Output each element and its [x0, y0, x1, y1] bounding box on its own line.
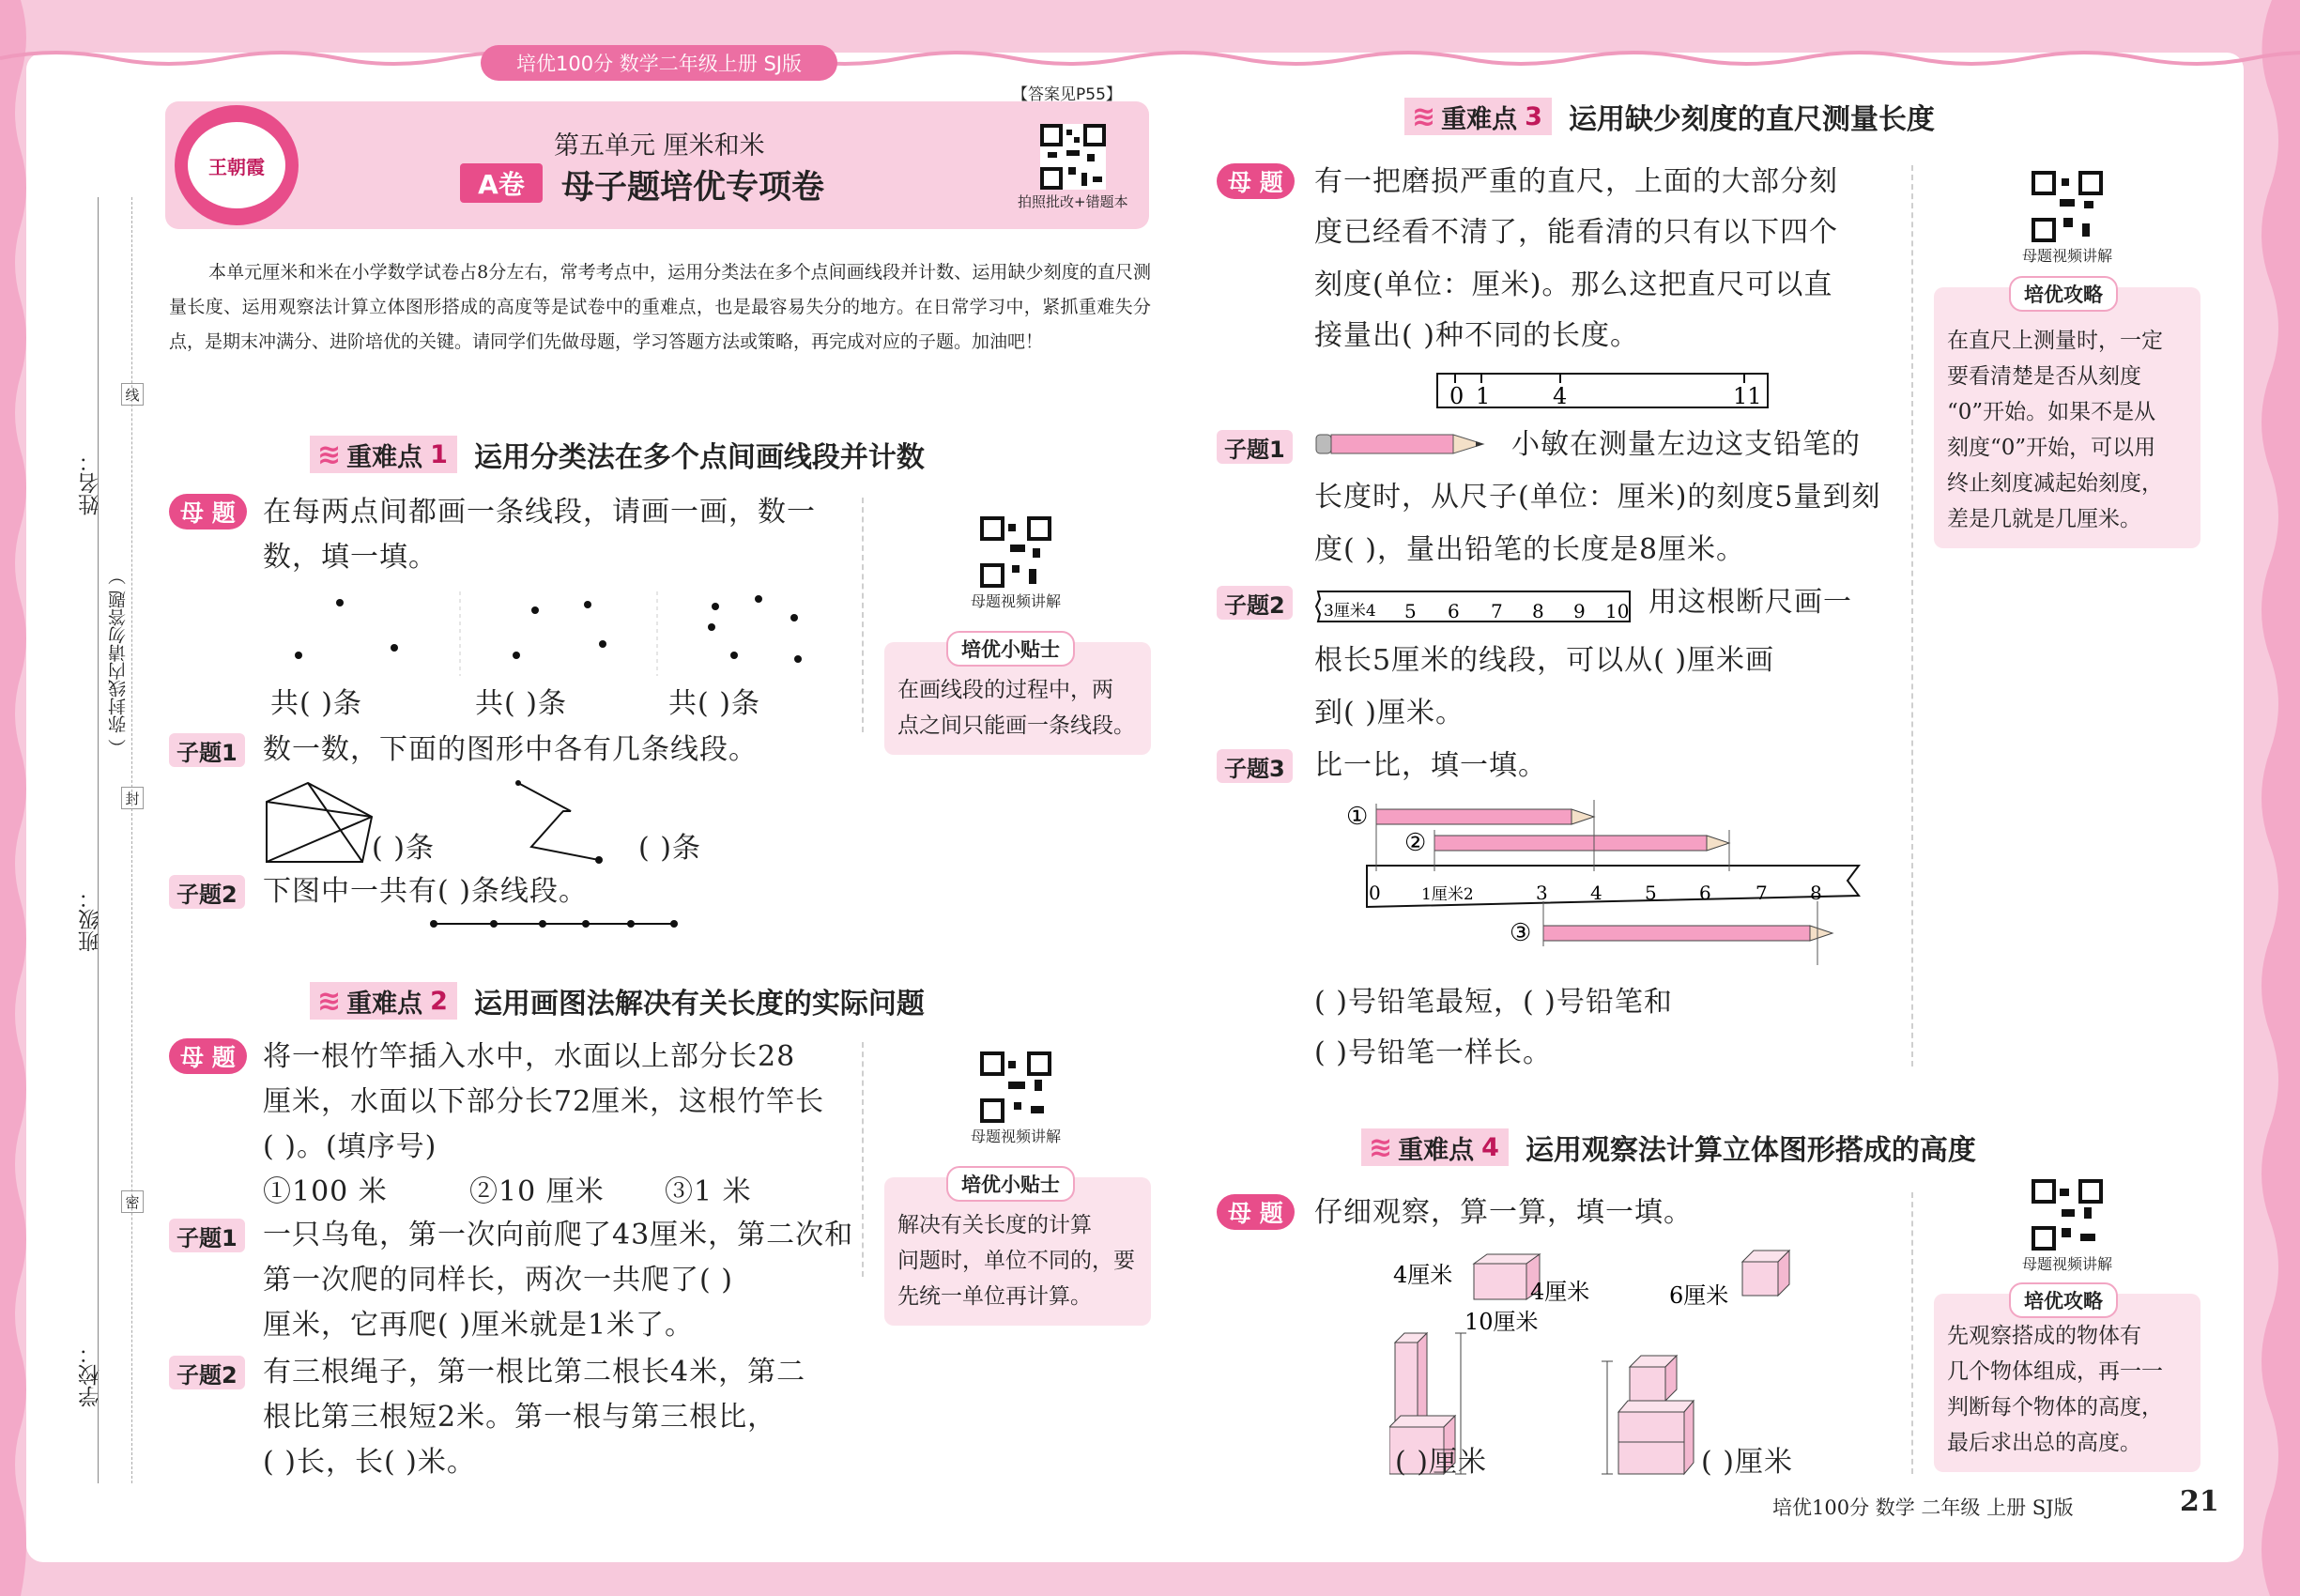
kp3-heading	[1404, 96, 1935, 137]
kp3-qr-code-icon[interactable]	[2032, 171, 2103, 242]
kp2-tip-title: 培优小贴士	[946, 1166, 1075, 1202]
kp3-tip-line4: 刻度“0”开始，可以用	[1947, 436, 2156, 460]
broken-ruler-mark-6: 6	[1448, 600, 1460, 622]
kp1-sub1-blank1[interactable]: ( )条	[372, 832, 435, 865]
kp3-mother-line1: 有一把磨损严重的直尺，上面的大部分刻	[1314, 165, 1838, 198]
kp1-heading	[310, 434, 925, 475]
kp2-tip-line2: 问题时，单位不同的，要	[897, 1249, 1135, 1273]
kp1-tip-line2: 点之间只能画一条线段。	[897, 714, 1135, 738]
kp3-sub2-label: 子题2	[1217, 586, 1293, 620]
broken-ruler-mark-5: 5	[1404, 600, 1417, 622]
kp1-tip-title: 培优小贴士	[946, 631, 1075, 667]
kp4-qr-label: 母题视频讲解	[2022, 1255, 2113, 1273]
pencil-2-label: ②	[1404, 829, 1427, 857]
kp2-sub2-line2: 根比第三根短2米。第一根与第三根比，	[263, 1401, 777, 1434]
top-wave-border	[0, 0, 2300, 75]
kp3-tag: 重难点	[1441, 104, 1518, 134]
ruler3-mark-7: 7	[1756, 882, 1768, 904]
kp2-option-2: ②10 厘米	[469, 1175, 605, 1208]
kp1-qr-label: 母题视频讲解	[971, 592, 1062, 610]
kp4-divider	[1911, 1192, 1913, 1474]
kp1-sub2-label: 子题2	[169, 875, 245, 909]
kp2-title: 运用画图法解决有关长度的实际问题	[473, 988, 925, 1021]
kp2-mother-label: 母 题	[169, 1038, 247, 1074]
kp1-mother-line1: 在每两点间都画一条线段，请画一画，数一	[263, 496, 816, 529]
kp3-tip-line3: “0”开始。如果不是从	[1947, 400, 2156, 424]
kp1-sub1-figures	[263, 779, 657, 873]
kp1-sub1-label: 子题1	[169, 733, 245, 767]
kp3-tip-line2: 要看清楚是否从刻度	[1947, 364, 2141, 389]
kp2-num: 2	[430, 986, 448, 1016]
side-xian-box: 线	[121, 383, 144, 406]
kp2-sub2-line1: 有三根绳子，第一根比第二根长4米，第二	[263, 1356, 806, 1389]
kp3-title: 运用缺少刻度的直尺测量长度	[1568, 103, 1935, 136]
wave-icon: ≋	[317, 437, 342, 471]
kp2-qr-code-icon[interactable]	[980, 1051, 1051, 1123]
kp3-sub2-line1: 用这根断尺画一	[1648, 586, 1852, 619]
side-class-label: 班级：	[79, 887, 103, 952]
kp3-tip-line6: 差是几就是几厘米。	[1947, 507, 2141, 531]
kp1-sub1-text: 数一数，下面的图形中各有几条线段。	[263, 733, 758, 766]
kp4-tip-line1: 先观察搭成的物体有	[1947, 1324, 2141, 1348]
kp3-answer-line2[interactable]: ( )号铅笔一样长。	[1314, 1036, 1552, 1069]
kp2-sub1-label: 子题1	[169, 1219, 245, 1252]
side-mi-box: 密	[121, 1190, 144, 1213]
kp2-sub1-line1: 一只乌龟，第一次向前爬了43厘米，第二次和	[263, 1219, 854, 1251]
kp3-answer-line1[interactable]: ( )号铅笔最短，( )号铅笔和	[1314, 986, 1673, 1019]
kp3-sub3-text: 比一比，填一填。	[1314, 749, 1547, 782]
qr-label: 拍照批改+错题本	[1018, 193, 1128, 210]
kp1-mother-label: 母 题	[169, 494, 247, 529]
kp2-heading	[310, 980, 925, 1021]
kp3-sub1-line1: 小敏在测量左边这支铅笔的	[1511, 428, 1861, 461]
side-name-label: 姓名：	[79, 451, 103, 515]
kp3-divider	[1911, 165, 1913, 1067]
kp3-mother-line2: 度已经看不清了，能看清的只有以下四个	[1314, 216, 1838, 249]
pencil-icon	[1314, 430, 1493, 458]
kp2-tip-line3: 先统一单位再计算。	[897, 1284, 1092, 1309]
intro-paragraph: 本单元厘米和米在小学数学试卷占8分左右，常考考点中，运用分类法在多个点间画线段并计数、运用缺少刻度的直尺测量长度、运用观察法计算立体图形搭成的高度等是试卷中的重难点，也是最容易失分的地方。在日常学习中，紧抓重难失分点，是期末冲满分、进阶培优的关键。请同学们先做母题，学习答题方法或策略，再完成对应的子题。加油吧！	[169, 262, 1151, 352]
kp2-divider	[862, 1042, 864, 1277]
kp4-tip-line3: 判断每个物体的高度，	[1947, 1395, 2163, 1420]
side-feng-box: 封	[121, 787, 144, 809]
pencil-1-label: ①	[1346, 803, 1369, 831]
main-title: 母子题培优专项卷	[561, 169, 825, 207]
ruler3-mark-1: 1厘米2	[1421, 885, 1474, 904]
kp1-tip-line1: 在画线段的过程中，两	[897, 678, 1113, 702]
kp3-sub1-line3[interactable]: 度( )，量出铅笔的长度是8厘米。	[1314, 533, 1746, 566]
side-write-line	[98, 197, 99, 1483]
header-banner: 培优100分 数学二年级上册 SJ版	[481, 45, 837, 81]
kp1-tag: 重难点	[346, 442, 423, 472]
kp3-sub1-label: 子题1	[1217, 430, 1293, 464]
ruler3-mark-0: 0	[1369, 882, 1381, 904]
ruler3-mark-4: 4	[1590, 882, 1602, 904]
kp1-dot-groups	[263, 582, 845, 685]
kp3-tip-line5: 终止刻度减起始刻度，	[1947, 471, 2163, 496]
wave-icon: ≋	[1412, 100, 1436, 133]
kp3-tip-title: 培优攻略	[2009, 276, 2118, 312]
kp1-num: 1	[430, 439, 448, 469]
kp4-num: 4	[1481, 1132, 1499, 1162]
wave-icon: ≋	[1369, 1130, 1393, 1164]
kp3-mother-label: 母 题	[1217, 163, 1295, 199]
ruler3-mark-3: 3	[1536, 882, 1548, 904]
kp2-mother-line2: 厘米，水面以下部分长72厘米，这根竹竿长	[263, 1085, 825, 1118]
kp4-tip-line2: 几个物体组成，再一一	[1947, 1359, 2163, 1384]
ruler3-mark-8: 8	[1810, 882, 1822, 904]
kp4-title: 运用观察法计算立体图形搭成的高度	[1525, 1134, 1976, 1167]
kp3-sub2-line3[interactable]: 到( )厘米。	[1314, 697, 1464, 729]
ruler3-mark-6: 6	[1699, 882, 1711, 904]
ruler-mark-11: 11	[1733, 383, 1762, 409]
kp4-mother-label: 母 题	[1217, 1194, 1295, 1230]
kp2-mother-line1: 将一根竹竿插入水中，水面以上部分长28	[263, 1040, 796, 1073]
kp3-num: 3	[1525, 101, 1542, 131]
ruler-mark-0: 0	[1449, 383, 1464, 409]
kp2-option-3: ③1 米	[665, 1175, 752, 1208]
kp1-blank-1[interactable]: 共( )条	[270, 687, 362, 720]
kp3-pencil-comparison	[1333, 796, 1878, 974]
kp3-worn-ruler	[1436, 372, 1771, 411]
kp2-mother-line3[interactable]: ( )。(填序号)	[263, 1130, 437, 1163]
kp2-tag: 重难点	[346, 989, 423, 1019]
kp3-broken-ruler	[1314, 590, 1633, 625]
kp3-tip-line1: 在直尺上测量时，一定	[1947, 329, 2163, 353]
kp2-sub1-line2[interactable]: 第一次爬的同样长，两次一共爬了( )	[263, 1264, 733, 1297]
kp3-sub3-label: 子题3	[1217, 749, 1293, 783]
kp4-mother-text: 仔细观察，算一算，填一填。	[1314, 1196, 1693, 1229]
kp1-title: 运用分类法在多个点间画线段并计数	[473, 441, 925, 474]
wave-icon: ≋	[317, 984, 342, 1018]
page-number: 21	[2180, 1485, 2219, 1518]
footer-text: 培优100分 数学 二年级 上册 SJ版	[1772, 1496, 2074, 1519]
kp1-blank-3[interactable]: 共( )条	[668, 687, 760, 720]
kp2-sub1-line3[interactable]: 厘米，它再爬( )厘米就是1米了。	[263, 1309, 695, 1342]
kp2-qr-label: 母题视频讲解	[971, 1128, 1062, 1145]
kp2-option-1: ①100 米	[263, 1175, 388, 1208]
kp3-sub1-line2: 长度时，从尺子(单位：厘米)的刻度5量到刻	[1314, 481, 1881, 514]
kp4-qr-code-icon[interactable]	[2032, 1179, 2103, 1251]
pencil-3-label: ③	[1510, 919, 1532, 947]
kp1-mother-line2: 数，填一填。	[263, 541, 437, 574]
broken-ruler-mark-7: 7	[1491, 600, 1503, 622]
side-warning: （ 弥封线内请勿答题 ）	[108, 567, 129, 758]
kp3-sub2-line2[interactable]: 根长5厘米的线段，可以从( )厘米画	[1314, 644, 1775, 677]
kp1-sub1-blank2[interactable]: ( )条	[638, 832, 701, 865]
side-school-label: 学校：	[79, 1343, 103, 1407]
kp3-qr-label: 母题视频讲解	[2022, 247, 2113, 265]
volume-badge: A卷	[460, 163, 543, 203]
ruler-mark-4: 4	[1553, 383, 1568, 409]
kp1-sub2-text: 下图中一共有( )条线段。	[263, 875, 588, 908]
kp2-sub2-line3[interactable]: ( )长，长( )米。	[263, 1446, 476, 1479]
kp1-divider	[862, 498, 864, 732]
ruler3-mark-5: 5	[1645, 882, 1657, 904]
right-wave-border	[2234, 0, 2300, 1596]
dim-label-4: 6厘米	[1669, 1282, 1729, 1309]
ruler-mark-1: 1	[1476, 383, 1491, 409]
kp4-blank1[interactable]: ( )厘米	[1395, 1446, 1487, 1479]
dim-label-3: 10厘米	[1464, 1309, 1539, 1335]
broken-ruler-mark-8: 8	[1532, 600, 1544, 622]
qr-code-icon[interactable]	[1040, 124, 1106, 190]
dim-label-1: 4厘米	[1393, 1262, 1453, 1288]
kp4-tag: 重难点	[1398, 1135, 1475, 1165]
logo-text: 王朝霞	[188, 122, 285, 208]
kp1-qr-code-icon[interactable]	[980, 516, 1051, 588]
kp2-sub2-label: 子题2	[169, 1356, 245, 1389]
dim-label-2: 4厘米	[1530, 1279, 1590, 1305]
broken-ruler-mark-4: 3厘米4	[1324, 602, 1376, 621]
kp4-heading	[1361, 1127, 1976, 1168]
kp4-tip-line4: 最后求出总的高度。	[1947, 1431, 2141, 1455]
kp4-blank2[interactable]: ( )厘米	[1701, 1446, 1793, 1479]
broken-ruler-mark-9: 9	[1573, 600, 1586, 622]
kp2-tip-line1: 解决有关长度的计算	[897, 1213, 1092, 1237]
answer-reference: 【答案见P55】	[1012, 85, 1122, 104]
broken-ruler-mark-10: 10	[1605, 600, 1630, 622]
kp1-sub2-line	[428, 914, 682, 933]
kp3-mother-line3: 刻度(单位：厘米)。那么这把直尺可以直	[1314, 269, 1833, 301]
kp3-mother-line4[interactable]: 接量出( )种不同的长度。	[1314, 319, 1639, 352]
unit-title: 第五单元 厘米和米	[554, 131, 765, 161]
kp4-tip-title: 培优攻略	[2009, 1282, 2118, 1318]
kp1-blank-2[interactable]: 共( )条	[475, 687, 567, 720]
